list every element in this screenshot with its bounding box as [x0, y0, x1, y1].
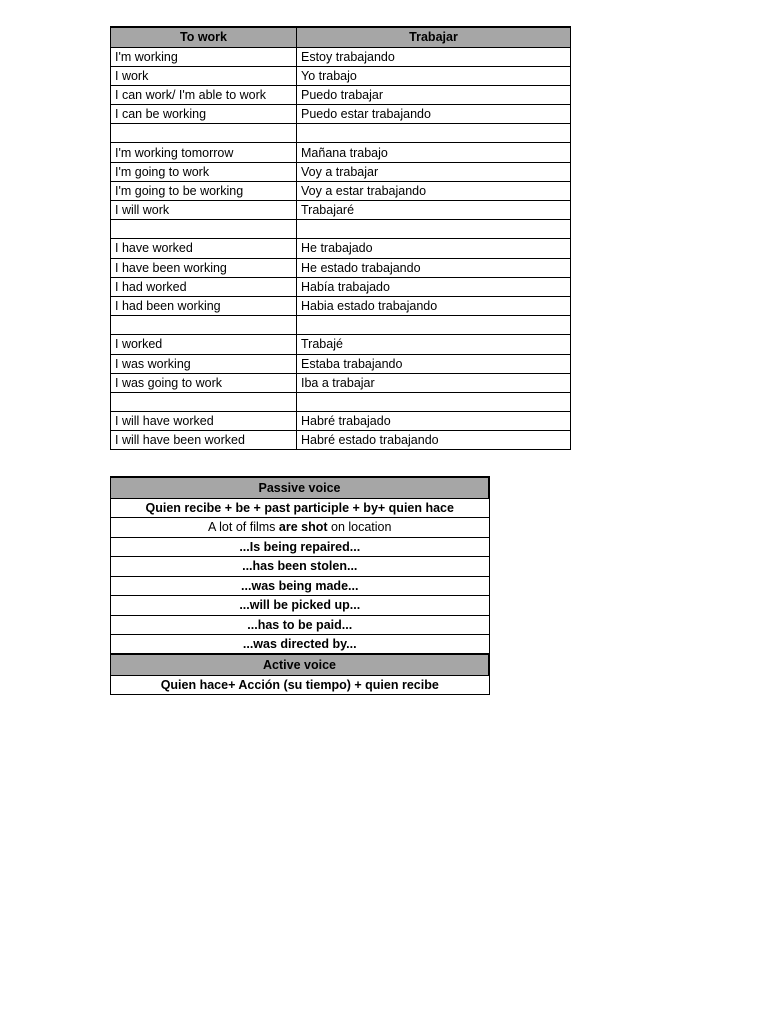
- passive-example: ...was being made...: [111, 576, 490, 596]
- table-row: [111, 335, 571, 354]
- spanish-cell: Habré estado trabajando: [297, 431, 571, 450]
- english-cell: I can be working: [111, 105, 297, 124]
- table-row: [111, 518, 490, 538]
- table-row: [111, 277, 571, 296]
- header-spanish: Trabajar: [297, 27, 571, 47]
- table-row: [111, 105, 571, 124]
- english-cell: I was working: [111, 354, 297, 373]
- example-before: A lot of films: [208, 520, 279, 535]
- table-row: [111, 316, 571, 335]
- table-row: [111, 412, 571, 431]
- example-after: on location: [327, 520, 392, 535]
- passive-example: ...Is being repaired...: [111, 537, 490, 557]
- english-cell: I have been working: [111, 258, 297, 277]
- example-bold-verb: are shot: [278, 520, 328, 535]
- passive-example: ...will be picked up...: [111, 596, 490, 616]
- passive-example-sentence: [111, 518, 490, 538]
- table-header-row: [111, 27, 571, 47]
- english-cell: [111, 392, 297, 411]
- table-row: [111, 596, 490, 616]
- table-row: [111, 537, 490, 557]
- passive-voice-header: Passive voice: [111, 477, 490, 498]
- voice-table: [110, 476, 490, 695]
- table-row: [111, 201, 571, 220]
- spanish-cell: [297, 124, 571, 143]
- table-row: [111, 85, 571, 104]
- table-row: [111, 47, 571, 66]
- table-row: [111, 576, 490, 596]
- spanish-cell: Trabajaré: [297, 201, 571, 220]
- spanish-cell: Estoy trabajando: [297, 47, 571, 66]
- spanish-cell: Voy a estar trabajando: [297, 181, 571, 200]
- spanish-cell: Trabajé: [297, 335, 571, 354]
- spanish-cell: [297, 392, 571, 411]
- spanish-cell: Habré trabajado: [297, 412, 571, 431]
- english-cell: I will work: [111, 201, 297, 220]
- spanish-cell: Habia estado trabajando: [297, 296, 571, 315]
- spanish-cell: Había trabajado: [297, 277, 571, 296]
- spanish-cell: Iba a trabajar: [297, 373, 571, 392]
- spanish-cell: Puedo trabajar: [297, 85, 571, 104]
- spanish-cell: Mañana trabajo: [297, 143, 571, 162]
- table-row: [111, 557, 490, 577]
- table-row: [111, 239, 571, 258]
- english-cell: I will have worked: [111, 412, 297, 431]
- spanish-cell: Puedo estar trabajando: [297, 105, 571, 124]
- table-row: [111, 124, 571, 143]
- english-cell: I work: [111, 66, 297, 85]
- spanish-cell: [297, 220, 571, 239]
- english-cell: I'm going to work: [111, 162, 297, 181]
- table-row: [111, 220, 571, 239]
- verb-table-body: [111, 47, 571, 450]
- passive-formula: Quien recibe + be + past participle + by+ quien hace: [111, 498, 490, 518]
- header-english: To work: [111, 27, 297, 47]
- passive-example: ...has to be paid...: [111, 615, 490, 635]
- table-row: [111, 615, 490, 635]
- spanish-cell: He estado trabajando: [297, 258, 571, 277]
- english-cell: I can work/ I'm able to work: [111, 85, 297, 104]
- spanish-cell: He trabajado: [297, 239, 571, 258]
- table-row: [111, 654, 490, 675]
- table-row: [111, 477, 490, 498]
- table-row: [111, 354, 571, 373]
- english-cell: [111, 124, 297, 143]
- english-cell: I'm going to be working: [111, 181, 297, 200]
- active-formula: Quien hace+ Acción (su tiempo) + quien recibe: [111, 675, 490, 695]
- table-row: [111, 675, 490, 695]
- table-row: [111, 258, 571, 277]
- spanish-cell: Yo trabajo: [297, 66, 571, 85]
- table-row: [111, 162, 571, 181]
- table-row: [111, 431, 571, 450]
- spanish-cell: Voy a trabajar: [297, 162, 571, 181]
- spanish-cell: Estaba trabajando: [297, 354, 571, 373]
- english-cell: I was going to work: [111, 373, 297, 392]
- verb-conjugation-table: [110, 26, 571, 450]
- passive-example: ...was directed by...: [111, 635, 490, 655]
- english-cell: I will have been worked: [111, 431, 297, 450]
- table-row: [111, 498, 490, 518]
- table-row: [111, 143, 571, 162]
- table-row: [111, 181, 571, 200]
- english-cell: I worked: [111, 335, 297, 354]
- english-cell: I had been working: [111, 296, 297, 315]
- spanish-cell: [297, 316, 571, 335]
- table-row: [111, 373, 571, 392]
- english-cell: [111, 220, 297, 239]
- english-cell: [111, 316, 297, 335]
- active-voice-header: Active voice: [111, 654, 490, 675]
- table-row: [111, 392, 571, 411]
- passive-example: ...has been stolen...: [111, 557, 490, 577]
- table-row: [111, 635, 490, 655]
- english-cell: I have worked: [111, 239, 297, 258]
- english-cell: I'm working tomorrow: [111, 143, 297, 162]
- table-row: [111, 296, 571, 315]
- english-cell: I had worked: [111, 277, 297, 296]
- english-cell: I'm working: [111, 47, 297, 66]
- table-row: [111, 66, 571, 85]
